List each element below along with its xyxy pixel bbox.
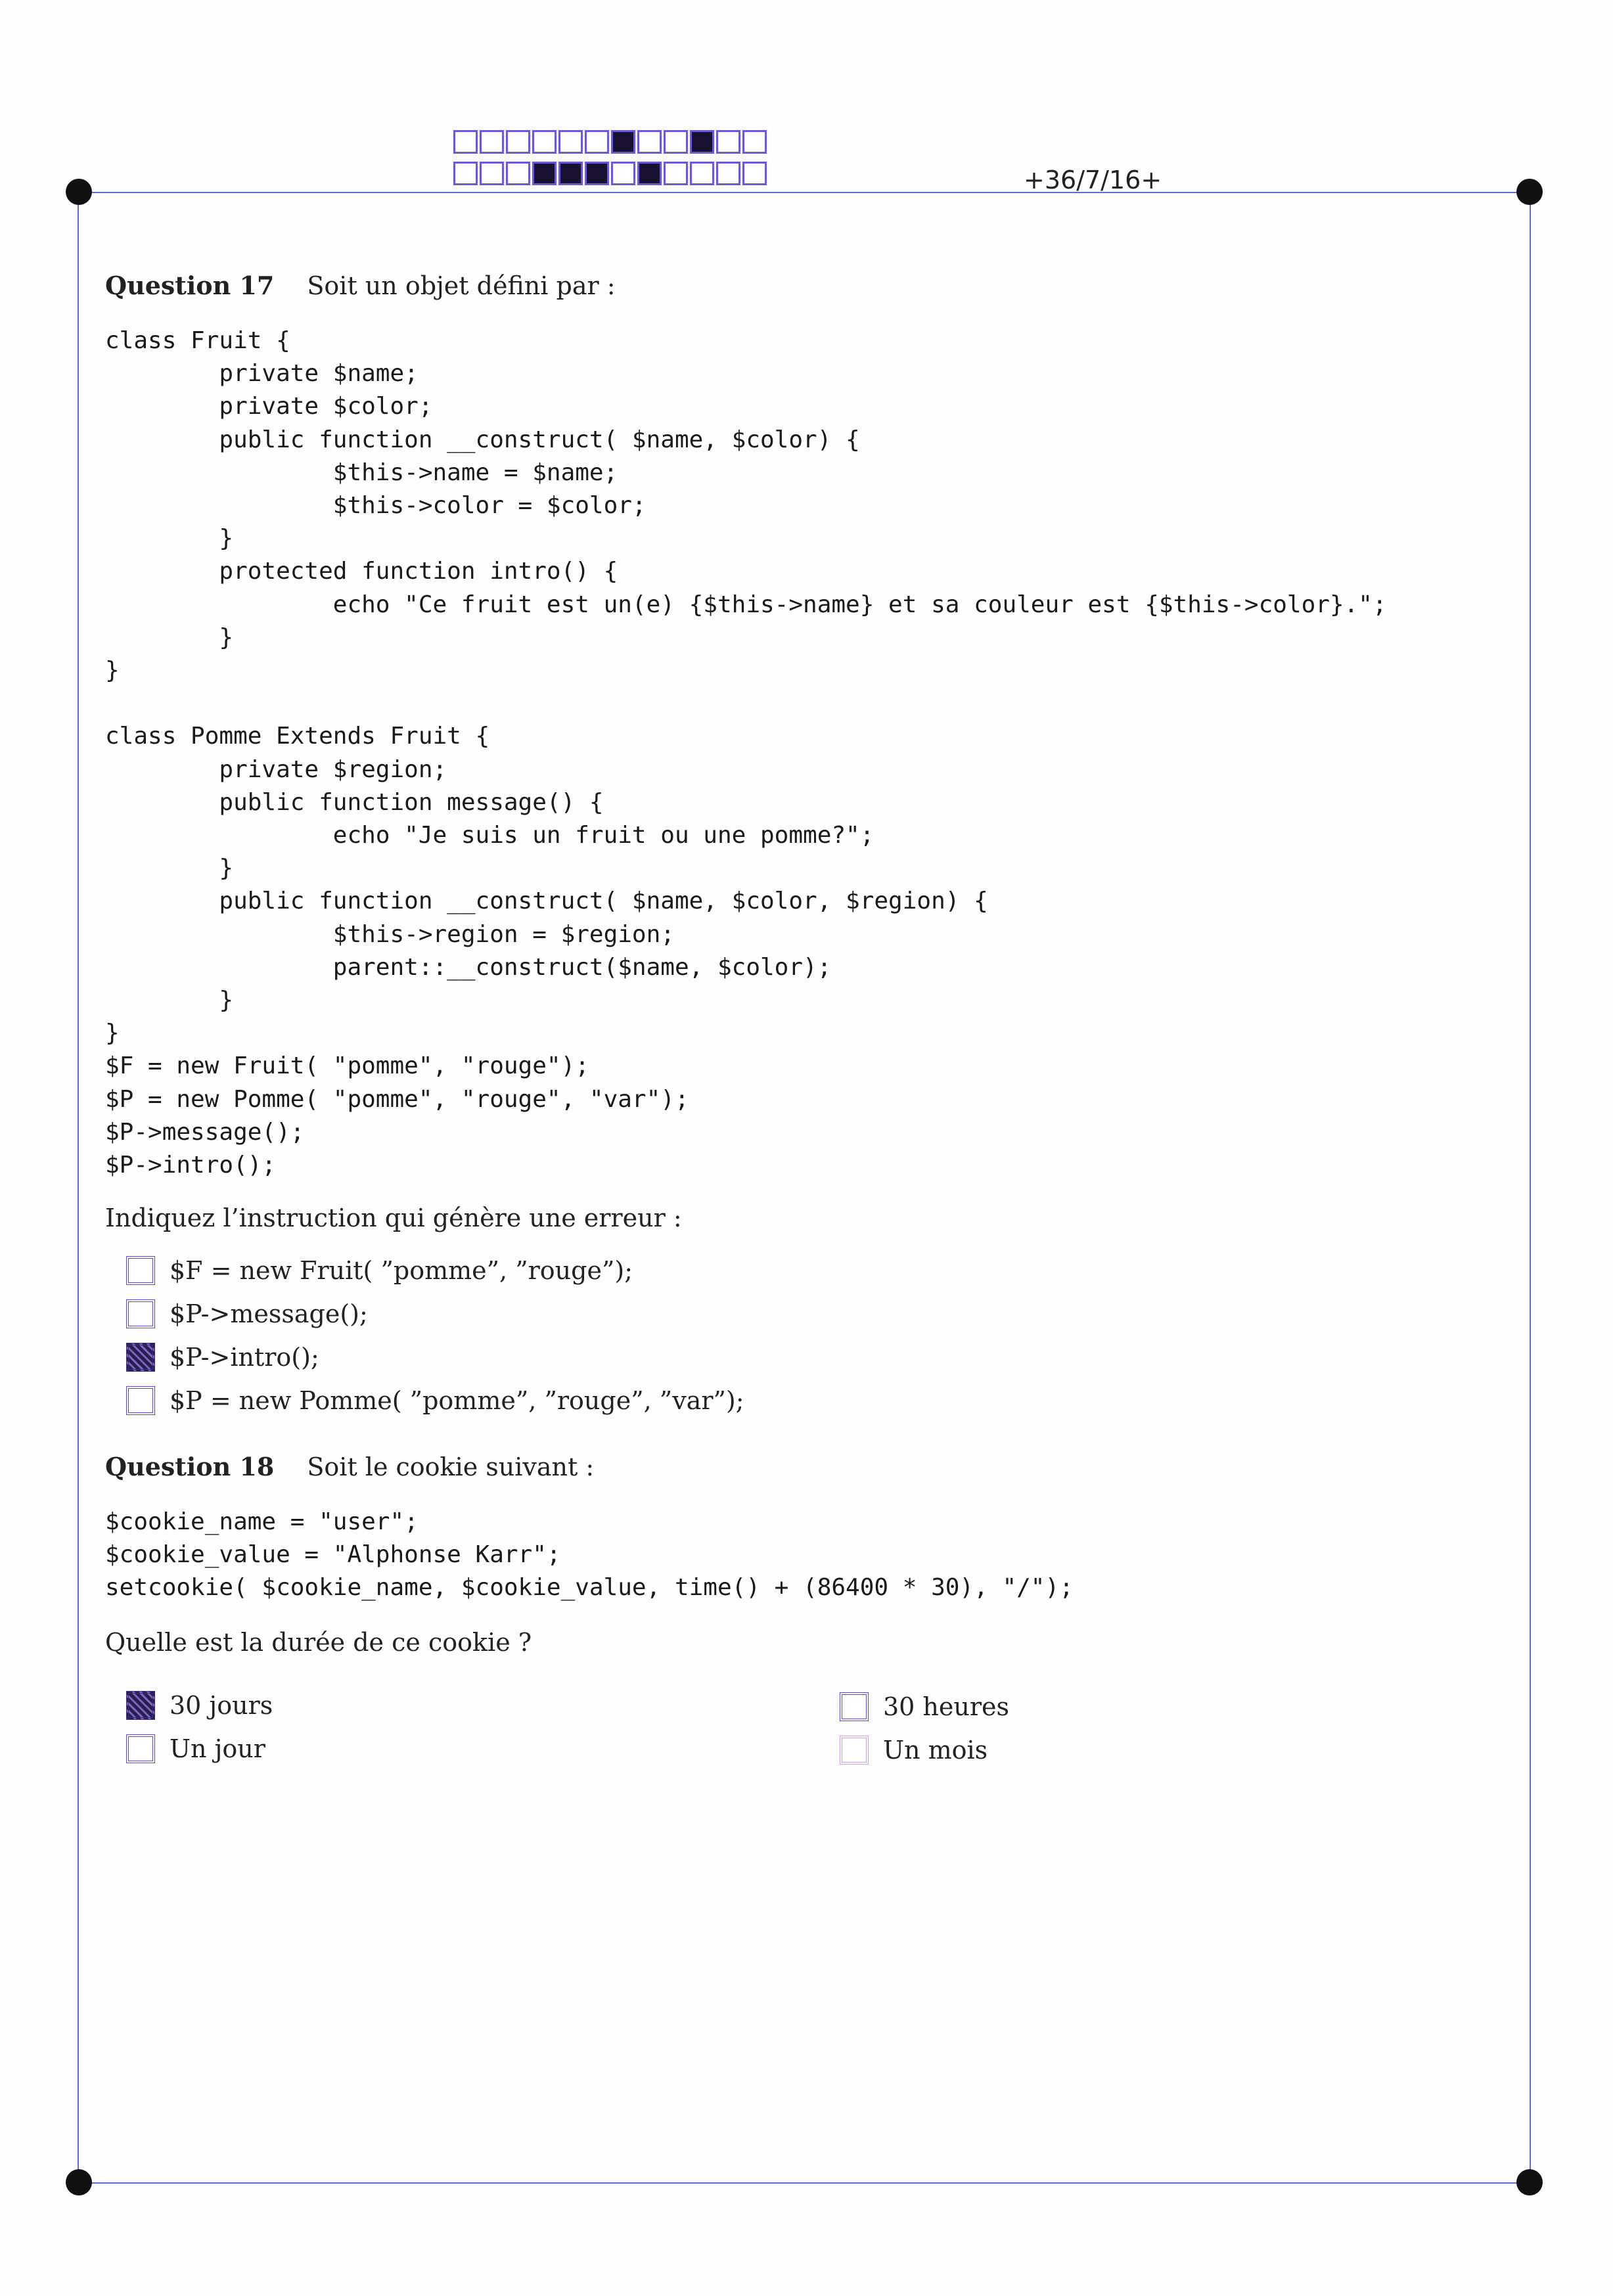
question-intro: Soit le cookie suivant : — [307, 1452, 595, 1481]
id-box-empty — [690, 162, 714, 185]
q17-choice-2[interactable] — [126, 1299, 368, 1328]
id-box-filled — [585, 162, 609, 185]
q17-checkbox-2[interactable] — [126, 1299, 155, 1328]
frame-bottom — [79, 2182, 1531, 2184]
id-box-empty — [506, 162, 530, 185]
corner-marker-bottom-right — [1516, 2169, 1543, 2195]
question-17-prompt: Indiquez l’instruction qui génère une erreur : — [105, 1204, 682, 1232]
id-box-empty — [480, 130, 504, 154]
id-code-row-2 — [453, 162, 769, 185]
frame-right — [1530, 192, 1531, 2182]
id-box-filled — [558, 162, 583, 185]
id-box-empty — [742, 130, 767, 154]
choice-label: $P->intro(); — [170, 1343, 319, 1372]
q18-checkbox-2[interactable] — [840, 1692, 869, 1721]
id-box-empty — [611, 162, 635, 185]
choice-label: $F = new Fruit( ”pomme”, ”rouge”); — [170, 1256, 633, 1285]
q18-checkbox-1[interactable] — [126, 1691, 155, 1720]
q17-choice-4[interactable] — [126, 1386, 744, 1415]
id-box-empty — [453, 130, 478, 154]
id-box-filled — [532, 162, 557, 185]
choice-label: Un jour — [170, 1734, 265, 1763]
frame-top — [79, 192, 1531, 193]
q18-choice-4[interactable] — [840, 1736, 988, 1765]
question-18-prompt: Quelle est la durée de ce cookie ? — [105, 1628, 532, 1657]
id-box-empty — [742, 162, 767, 185]
id-box-empty — [637, 130, 662, 154]
q18-checkbox-3[interactable] — [126, 1734, 155, 1763]
id-box-empty — [506, 130, 530, 154]
id-box-empty — [585, 130, 609, 154]
q17-checkbox-4[interactable] — [126, 1386, 155, 1415]
corner-marker-bottom-left — [66, 2169, 92, 2195]
question-18-title — [105, 1452, 594, 1481]
choice-label: 30 jours — [170, 1691, 273, 1720]
id-box-empty — [480, 162, 504, 185]
q17-checkbox-3[interactable] — [126, 1343, 155, 1372]
id-code-row-1 — [453, 130, 769, 154]
question-number: Question 17 — [105, 271, 275, 300]
frame-left — [78, 192, 79, 2182]
question-intro: Soit un objet défini par : — [307, 271, 616, 300]
question-number: Question 18 — [105, 1452, 275, 1481]
choice-label: $P = new Pomme( ”pomme”, ”rouge”, ”var”); — [170, 1386, 744, 1415]
page-code: +36/7/16+ — [1024, 166, 1162, 194]
id-box-empty — [664, 162, 688, 185]
q18-choice-3[interactable] — [126, 1734, 265, 1763]
q18-choice-1[interactable] — [126, 1691, 273, 1720]
choice-label: $P->message(); — [170, 1299, 368, 1328]
choice-label: Un mois — [883, 1736, 988, 1765]
q17-choice-1[interactable] — [126, 1256, 633, 1285]
id-box-filled — [690, 130, 714, 154]
id-box-empty — [716, 130, 740, 154]
q18-checkbox-4[interactable] — [840, 1736, 869, 1765]
id-box-empty — [532, 130, 557, 154]
corner-marker-top-left — [66, 179, 92, 205]
id-box-filled — [637, 162, 662, 185]
q17-checkbox-1[interactable] — [126, 1256, 155, 1285]
id-box-filled — [611, 130, 635, 154]
question-17-code: class Fruit { private $name; private $color; public function __construct( $name, $color) { $this->name = $name; $this->color = $color; } protected function intro() { echo "Ce fruit est un(e) {$this->name} et sa couleur est {$this->color}."; } } class Pomme Extends Fruit { private $region; public function message() { echo "Je suis un fruit ou une pomme?"; } public function __construct( $name, $color, $region) { $this->region = $region; parent::__construct($name, $color); } } $F = new Fruit( "pomme", "rouge"); $P = new Pomme( "pomme", "rouge", "var"); $P->message(); $P->intro(); — [105, 327, 1387, 1179]
question-17-title — [105, 271, 616, 300]
id-box-empty — [664, 130, 688, 154]
id-box-empty — [453, 162, 478, 185]
choice-label: 30 heures — [883, 1692, 1010, 1721]
id-box-empty — [558, 130, 583, 154]
id-box-empty — [716, 162, 740, 185]
q17-choice-3[interactable] — [126, 1343, 319, 1372]
question-18-code: $cookie_name = "user"; $cookie_value = "Alphonse Karr"; setcookie( $cookie_name, $cookie_value, time() + (86400 * 30), "/"); — [105, 1508, 1074, 1602]
corner-marker-top-right — [1516, 179, 1543, 205]
q18-choice-2[interactable] — [840, 1692, 1009, 1721]
